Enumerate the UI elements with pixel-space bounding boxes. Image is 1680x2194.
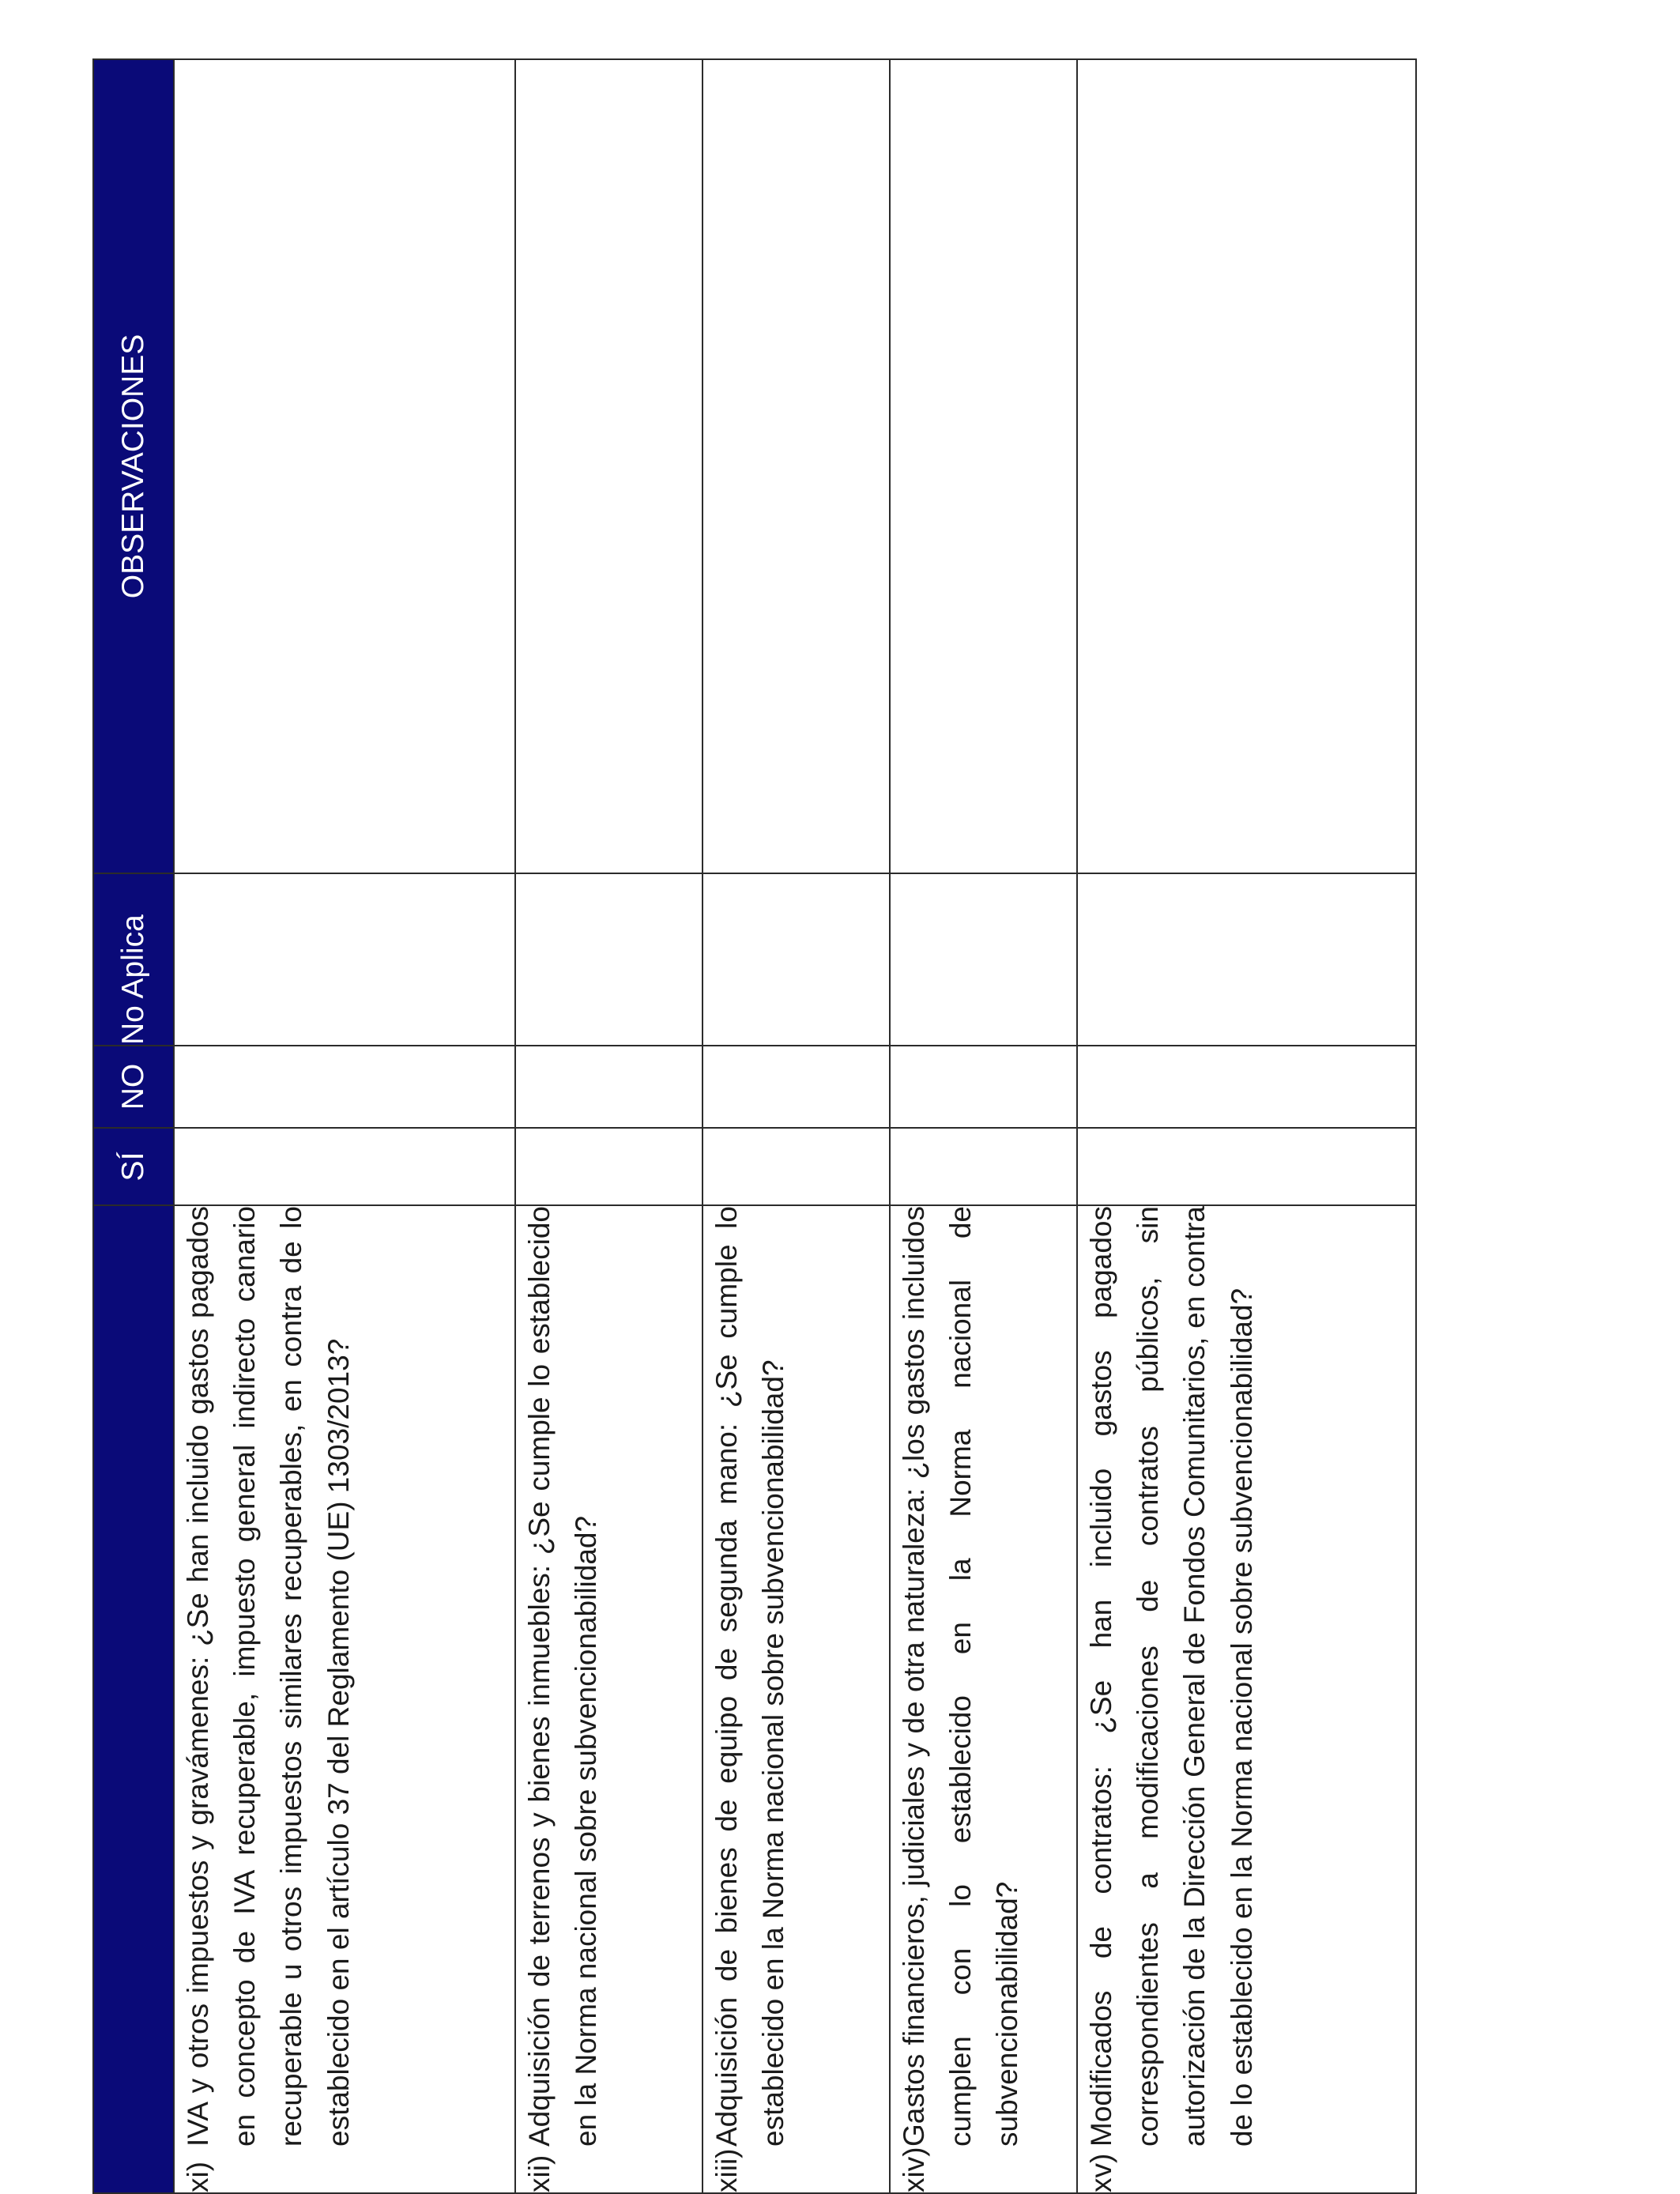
- header-question: [93, 1205, 174, 2193]
- si-cell[interactable]: [1077, 1128, 1416, 1205]
- observaciones-cell[interactable]: [703, 59, 890, 873]
- question-cell: [1077, 1205, 1416, 2193]
- header-si: SÍ: [93, 1128, 174, 1205]
- no-aplica-cell[interactable]: [703, 873, 890, 1046]
- item-number: xv): [1085, 2153, 1117, 2192]
- header-no: NO: [93, 1046, 174, 1128]
- observaciones-cell[interactable]: [515, 59, 703, 873]
- no-cell[interactable]: [515, 1046, 703, 1128]
- no-aplica-cell[interactable]: [515, 873, 703, 1046]
- observaciones-cell[interactable]: [890, 59, 1077, 873]
- item-number: xiv): [898, 2147, 930, 2192]
- item-number: xiii): [710, 2148, 743, 2192]
- observaciones-cell[interactable]: [174, 59, 515, 873]
- item-number: xii): [523, 2154, 556, 2192]
- table-row: [703, 59, 890, 2193]
- no-aplica-cell[interactable]: [174, 873, 515, 1046]
- rotated-page: [92, 60, 1414, 2194]
- question-cell: [515, 1205, 703, 2193]
- question-cell: [174, 1205, 515, 2193]
- item-text: Adquisición de bienes de equipo de segunda mano: ¿Se cumple lo establecido en la Norma nacional sobre subvencionabilidad?: [710, 1206, 790, 2147]
- question-cell: [890, 1205, 1077, 2193]
- si-cell[interactable]: [174, 1128, 515, 1205]
- no-cell[interactable]: [174, 1046, 515, 1128]
- observaciones-cell[interactable]: [1077, 59, 1416, 873]
- item-text: IVA y otros impuestos y gravámenes: ¿Se han incluido gastos pagados en concepto de IVA recuperable, impuesto general indirecto canario recuperable u otros impuestos similares recuperables, en contra de lo establecido en el artículo 37 del Reglamento (UE) 1303/2013?: [182, 1206, 355, 2147]
- no-cell[interactable]: [890, 1046, 1077, 1128]
- item-number: xi): [182, 2161, 214, 2192]
- table-row: [515, 59, 703, 2193]
- si-cell[interactable]: [515, 1128, 703, 1205]
- header-observaciones: OBSERVACIONES: [93, 59, 174, 873]
- item-text: Modificados de contratos: ¿Se han incluido gastos pagados correspondientes a modificaciones de contratos públicos, sin autorización de la Dirección General de Fondos Comunitarios, en contra de lo establecido en la Norma nacional sobre subvencionabilidad?: [1085, 1206, 1258, 2147]
- si-cell[interactable]: [703, 1128, 890, 1205]
- no-aplica-cell[interactable]: [1077, 873, 1416, 1046]
- item-text: Gastos financieros, judiciales y de otra naturaleza: ¿los gastos incluidos cumplen con lo establecido en la Norma nacional de subvencionabilidad?: [898, 1206, 1024, 2147]
- item-text: Adquisición de terrenos y bienes inmuebles: ¿Se cumple lo establecido en la Norma nacional sobre subvencionabilidad?: [523, 1206, 603, 2147]
- no-cell[interactable]: [1077, 1046, 1416, 1128]
- question-cell: [703, 1205, 890, 2193]
- table-row: [1077, 59, 1416, 2193]
- table-row: [890, 59, 1077, 2193]
- no-aplica-cell[interactable]: [890, 873, 1077, 1046]
- header-row: [93, 59, 174, 2193]
- table-row: [174, 59, 515, 2193]
- si-cell[interactable]: [890, 1128, 1077, 1205]
- checklist-table: [92, 58, 1417, 2194]
- header-no-aplica: No Aplica: [93, 873, 174, 1046]
- no-cell[interactable]: [703, 1046, 890, 1128]
